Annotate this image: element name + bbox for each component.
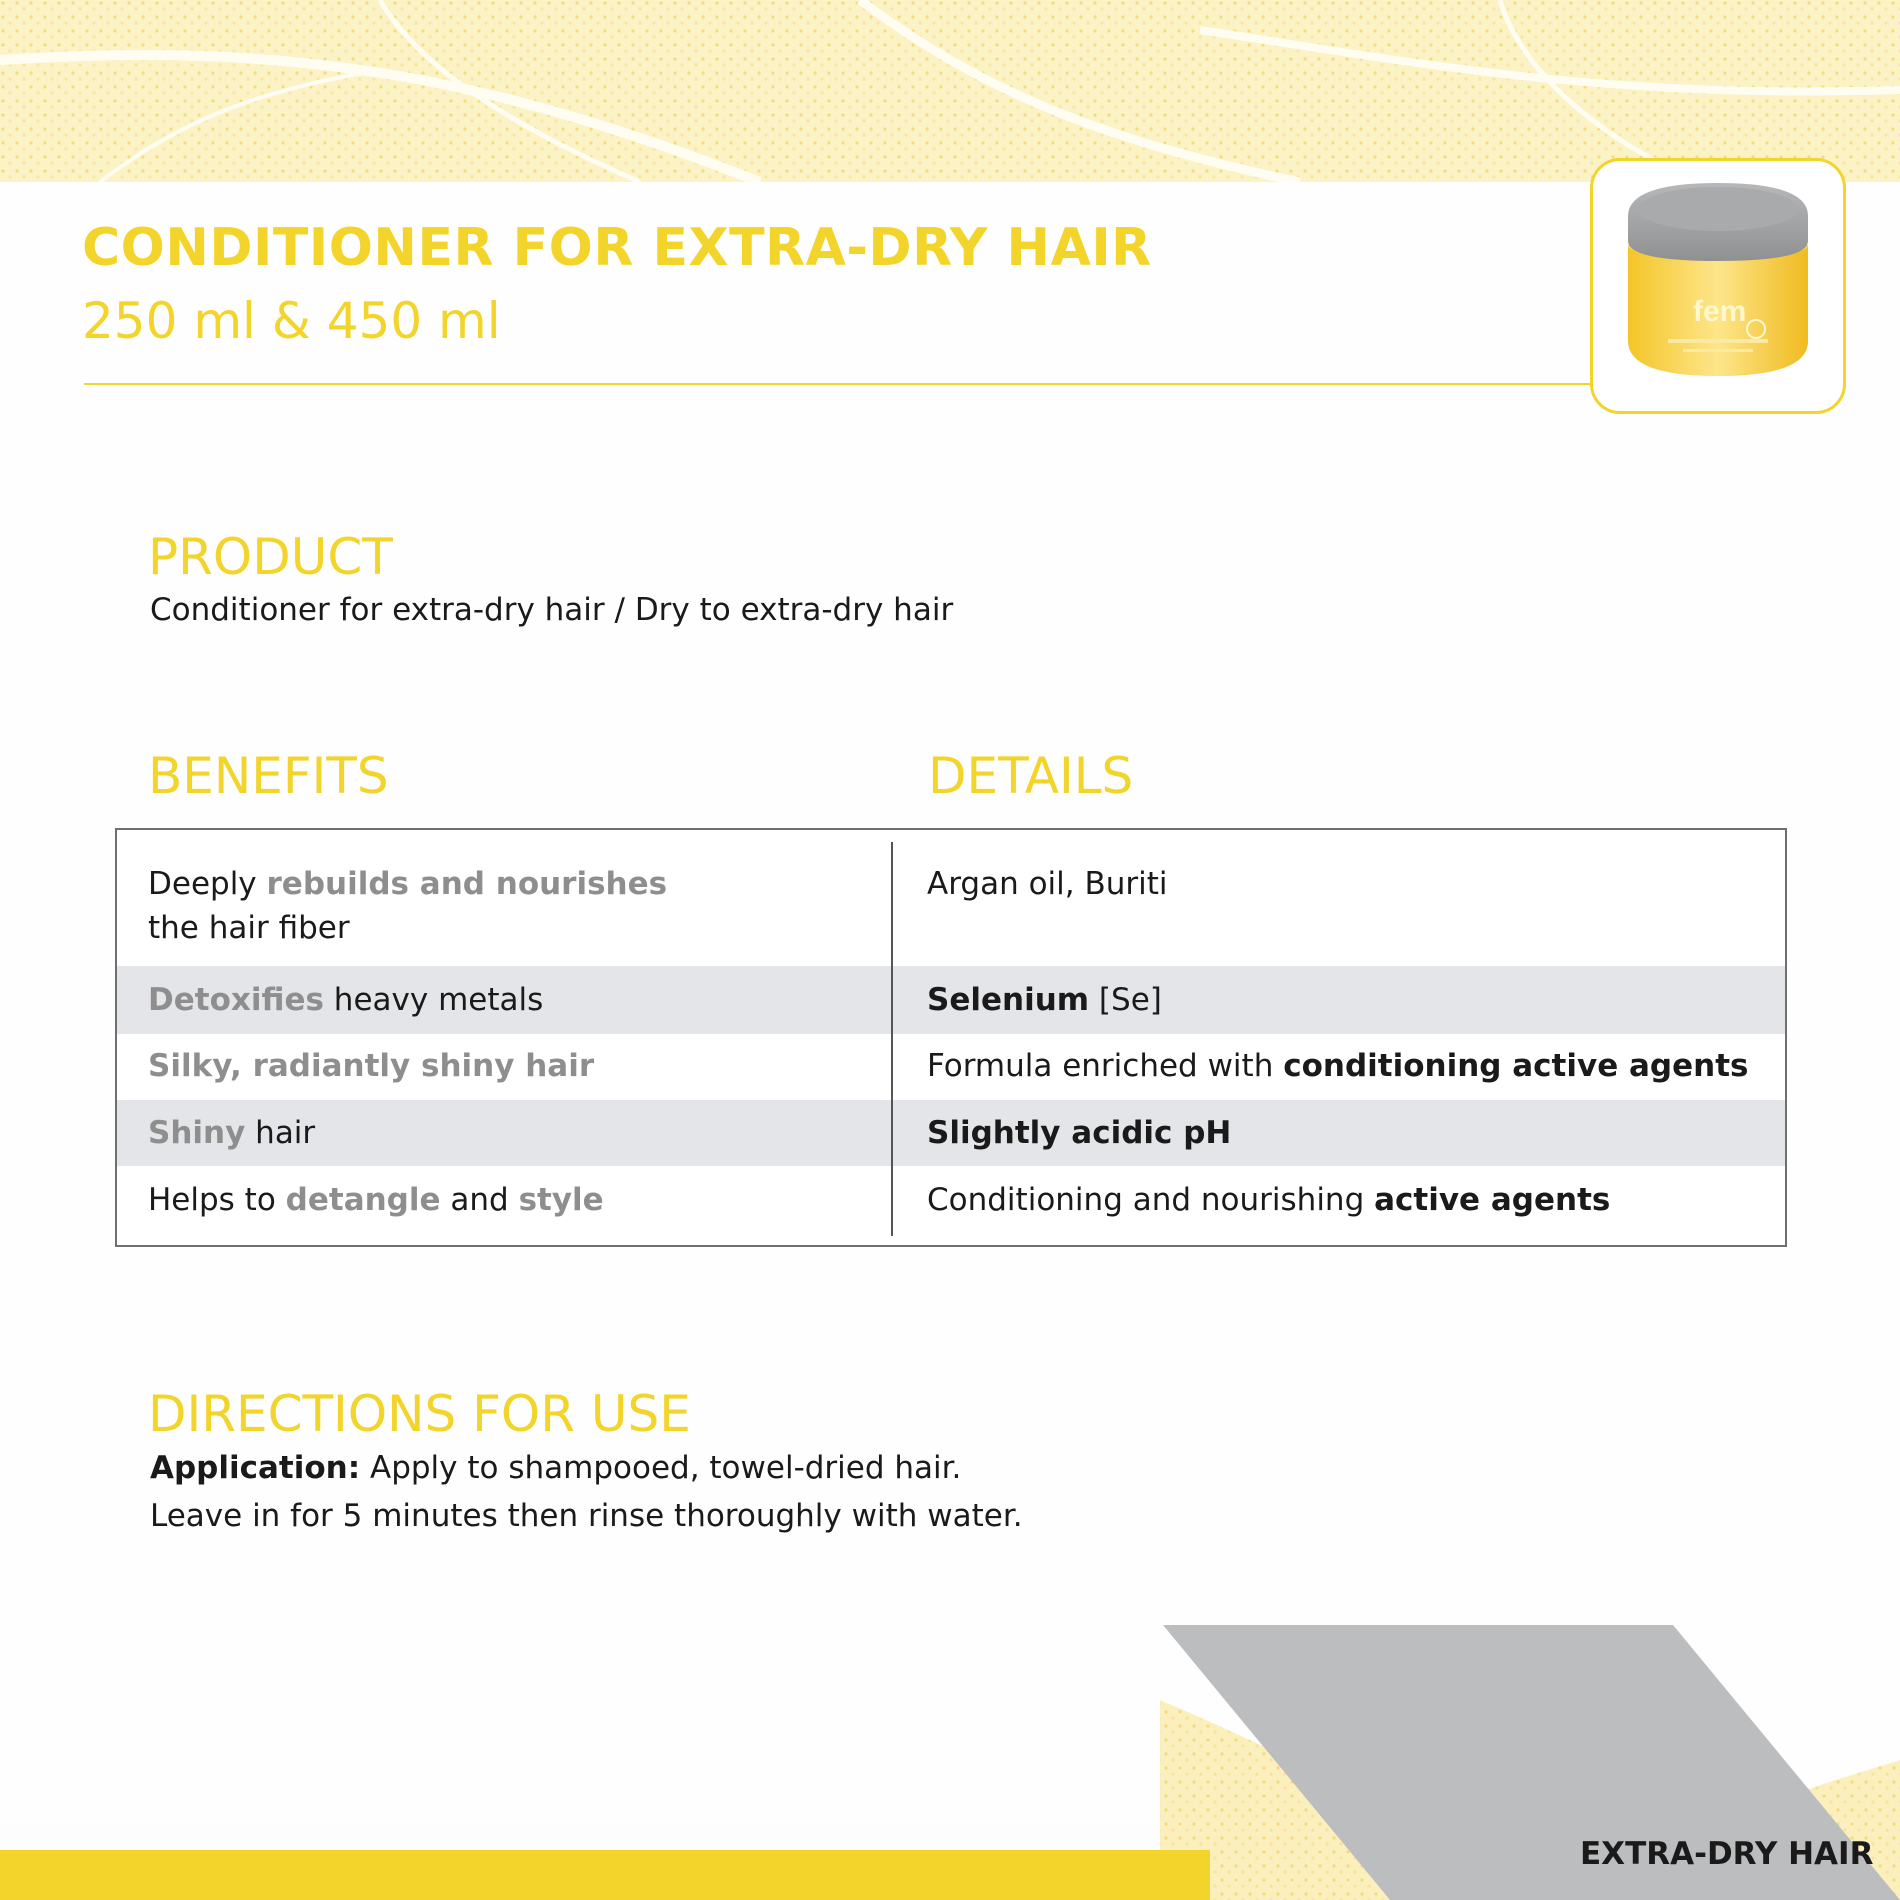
detail-text: Formula enriched with (927, 1048, 1284, 1084)
detail-bold: Slightly acidic pH (927, 1115, 1232, 1151)
benefit-highlight: detangle (285, 1182, 441, 1218)
benefit-highlight: Shiny (148, 1115, 246, 1151)
directions-line-2: Leave in for 5 minutes then rinse thoroughly with water. (150, 1498, 1023, 1534)
benefits-heading: BENEFITS (148, 747, 389, 805)
benefit-highlight: Silky, radiantly shiny hair (148, 1048, 595, 1084)
directions-line-1: Apply to shampooed, towel-dried hair. (360, 1450, 962, 1486)
detail-text: [Se] (1089, 982, 1162, 1018)
benefit-text: heavy metals (323, 982, 544, 1018)
detail-text: Argan oil, Buriti (927, 866, 1168, 902)
footer-category-label: EXTRA-DRY HAIR (1580, 1836, 1874, 1872)
footer-yellow-bar (0, 1850, 1210, 1900)
benefit-highlight: rebuilds and nourishes (266, 866, 668, 902)
product-heading: PRODUCT (148, 528, 393, 586)
application-label: Application: (150, 1450, 361, 1486)
benefit-text: and (440, 1182, 519, 1218)
detail-text: Conditioning and nourishing (927, 1182, 1375, 1218)
detail-bold: conditioning active agents (1283, 1048, 1749, 1084)
product-sizes: 250 ml & 450 ml (82, 292, 501, 350)
details-heading: DETAILS (928, 747, 1134, 805)
benefit-highlight: style (518, 1182, 604, 1218)
svg-text:fem: fem (1693, 295, 1747, 328)
benefit-text: the hair fiber (148, 910, 350, 946)
page-title: CONDITIONER FOR EXTRA-DRY HAIR (82, 218, 1152, 278)
benefit-text: Deeply (148, 866, 267, 902)
detail-bold: Selenium (927, 982, 1090, 1018)
benefit-text: Helps to (148, 1182, 286, 1218)
product-description: Conditioner for extra-dry hair / Dry to extra-dry hair (150, 592, 954, 628)
detail-bold: active agents (1374, 1182, 1611, 1218)
benefit-text: hair (245, 1115, 316, 1151)
benefit-highlight: Detoxifies (148, 982, 324, 1018)
directions-heading: DIRECTIONS FOR USE (148, 1385, 691, 1443)
